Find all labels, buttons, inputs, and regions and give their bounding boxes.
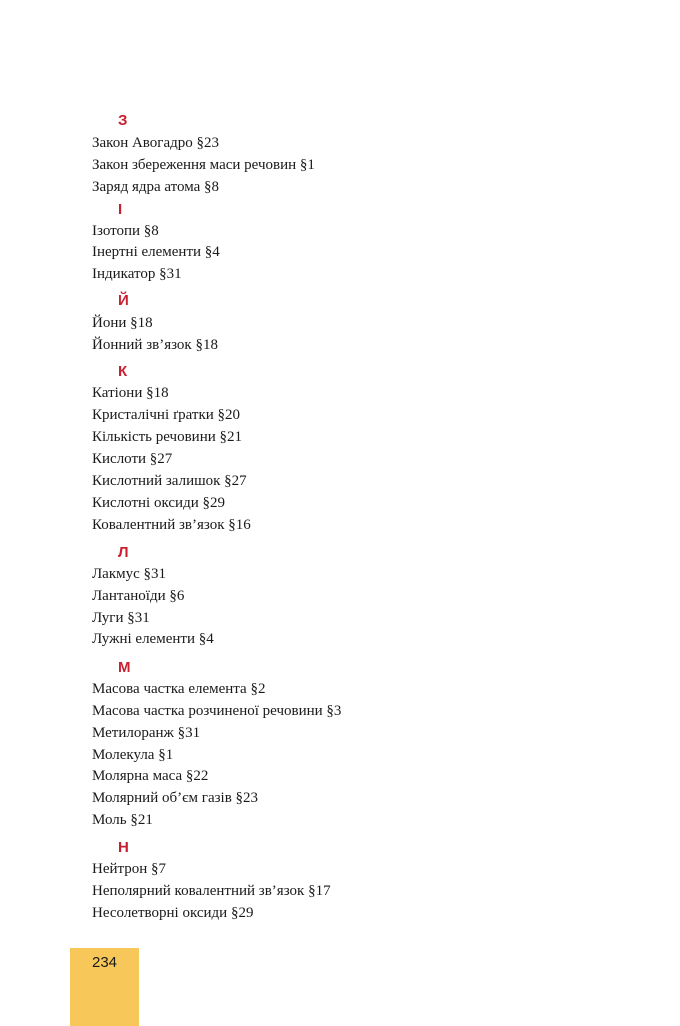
index-entry: Лужні елементи §4 xyxy=(92,631,214,647)
index-entry: Молярний об’єм газів §23 xyxy=(92,790,259,806)
index-entry: Кількість речовини §21 xyxy=(92,429,242,445)
index-entry: Молярна маса §22 xyxy=(92,768,209,784)
section-letter-l: Л xyxy=(118,544,129,561)
index-entry: Несолетворні оксиди §29 xyxy=(92,905,254,921)
section-letter-z: З xyxy=(118,112,128,129)
index-entry: Метилоранж §31 xyxy=(92,725,201,741)
index-entry: Кислотний залишок §27 xyxy=(92,473,247,489)
index-entry: Кристалічні ґратки §20 xyxy=(92,407,241,423)
section-letter-n: Н xyxy=(118,839,129,856)
index-entry: Луги §31 xyxy=(92,610,150,626)
index-entry: Молекула §1 xyxy=(92,747,174,763)
section-letter-m: М xyxy=(118,659,131,676)
index-entry: Масова частка елемента §2 xyxy=(92,681,266,697)
index-entry: Йонний зв’язок §18 xyxy=(92,337,218,353)
index-entry: Кислоти §27 xyxy=(92,451,173,467)
section-letter-y: Й xyxy=(118,292,129,309)
section-letter-i: І xyxy=(118,201,123,218)
index-entry: Інертні елементи §4 xyxy=(92,244,220,260)
index-entry: Катіони §18 xyxy=(92,385,169,401)
index-entry: Заряд ядра атома §8 xyxy=(92,179,220,195)
index-entry: Лакмус §31 xyxy=(92,566,167,582)
index-entry: Неполярний ковалентний зв’язок §17 xyxy=(92,883,331,899)
section-letter-k: К xyxy=(118,363,128,380)
index-entry: Ізотопи §8 xyxy=(92,223,159,239)
index-entry: Масова частка розчиненої речовини §3 xyxy=(92,703,342,719)
index-entry: Закон збереження маси речовин §1 xyxy=(92,157,315,173)
index-entry: Індикатор §31 xyxy=(92,266,182,282)
index-entry: Кислотні оксиди §29 xyxy=(92,495,225,511)
page-number: 234 xyxy=(91,954,118,971)
index-entry: Моль §21 xyxy=(92,812,153,828)
index-entry: Ковалентний зв’язок §16 xyxy=(92,517,251,533)
index-entry: Закон Авогадро §23 xyxy=(92,135,219,151)
index-entry: Йони §18 xyxy=(92,315,153,331)
page-number-tab xyxy=(70,948,139,1026)
index-entry: Нейтрон §7 xyxy=(92,861,167,877)
index-entry: Лантаноїди §6 xyxy=(92,588,185,604)
